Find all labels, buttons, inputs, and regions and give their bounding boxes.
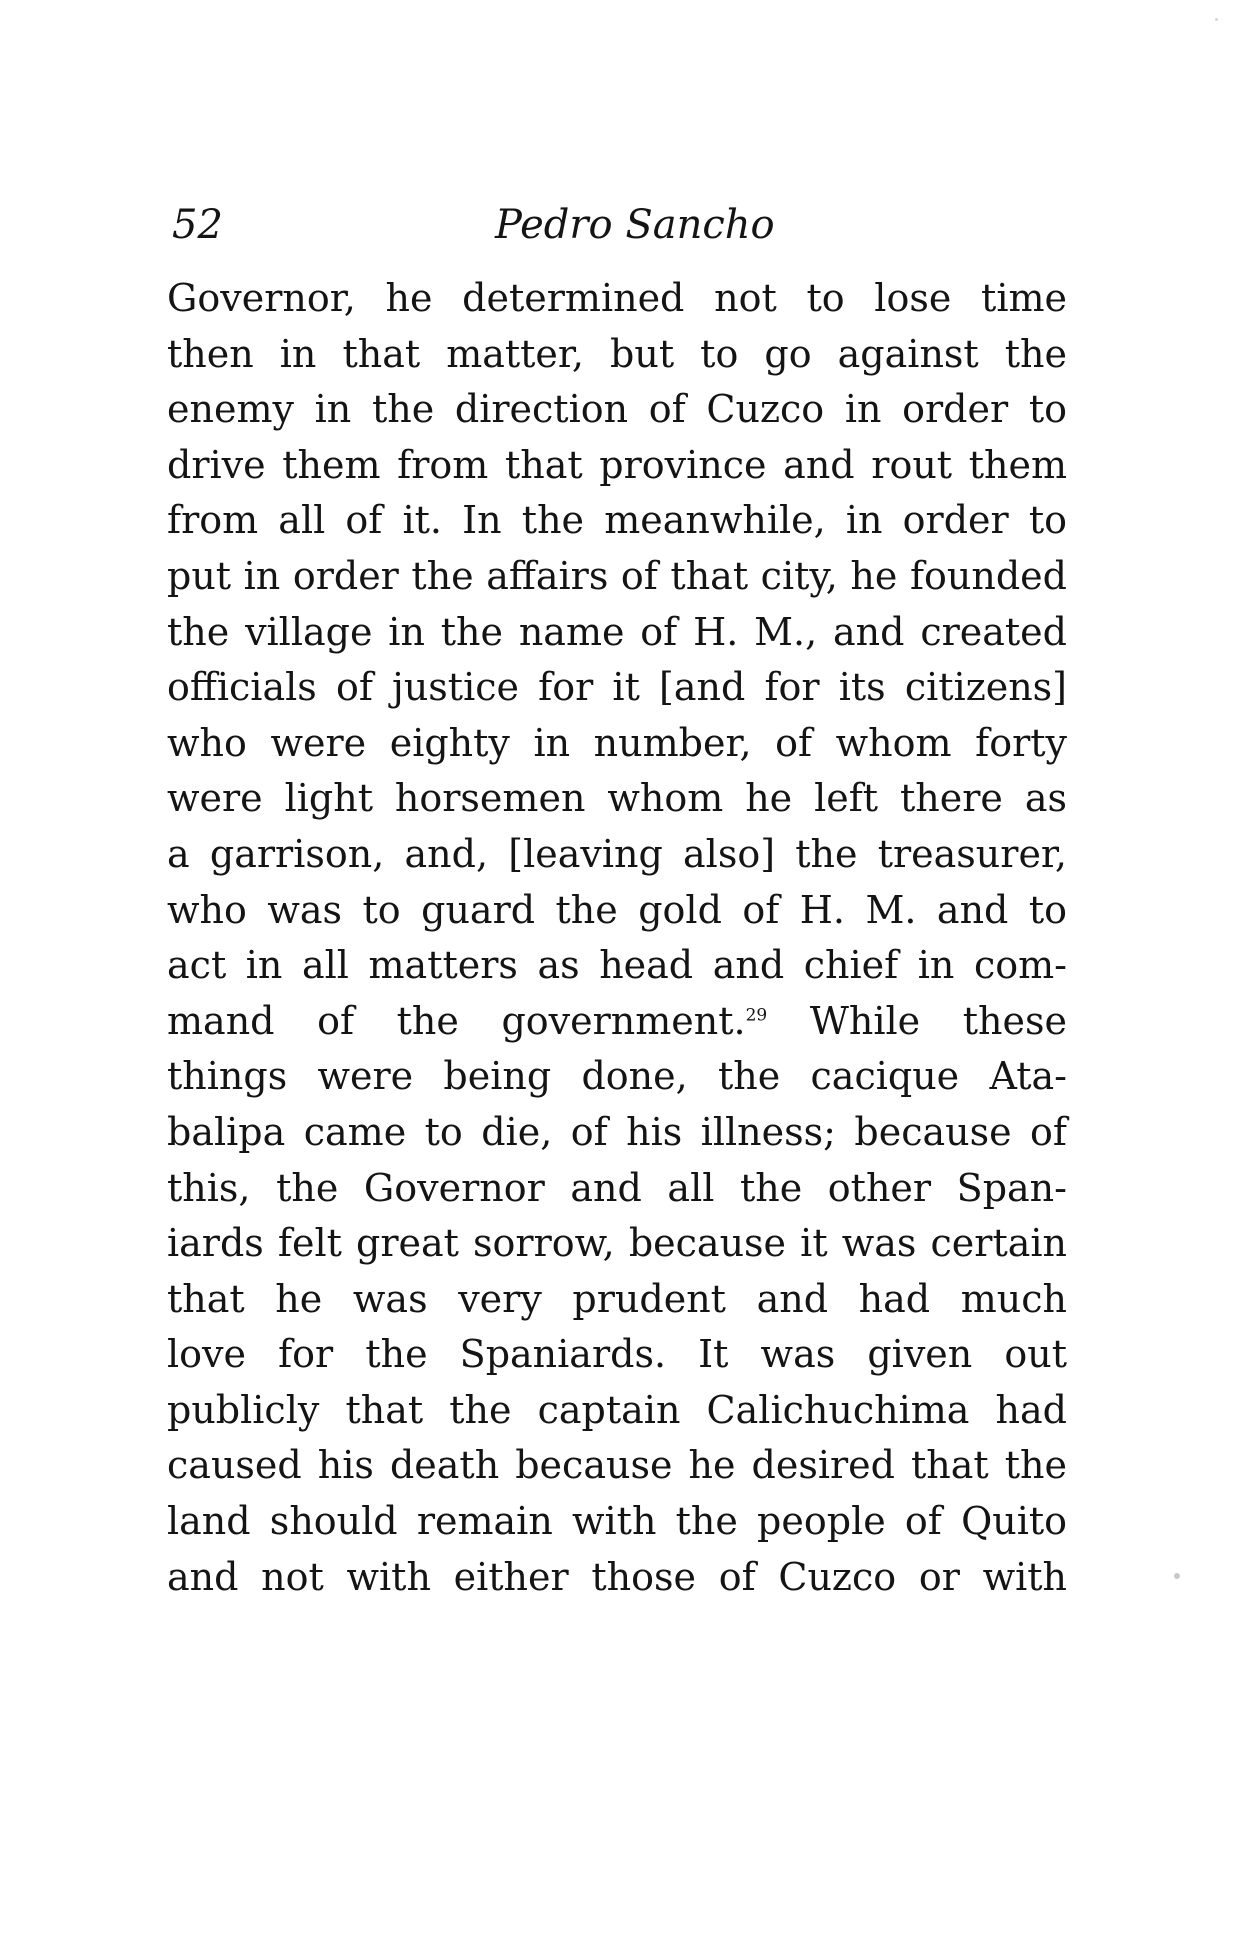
page-number: 52	[172, 202, 223, 248]
text-line: land should remain with the people of Quito	[167, 1499, 1067, 1544]
paper-speck	[1174, 1573, 1180, 1579]
footnote-marker[interactable]: 29	[745, 1005, 768, 1026]
text-line: the village in the name of H. M., and created	[167, 609, 1067, 654]
text-line: caused his death because he desired that the	[167, 1443, 1067, 1488]
text-line: Governor, he determined not to lose time	[167, 276, 1067, 320]
text-line: this, the Governor and all the other Span-	[167, 1165, 1067, 1210]
text-line: things were being done, the cacique Ata-	[167, 1054, 1067, 1099]
text-line: who was to guard the gold of H. M. and to	[167, 887, 1067, 932]
text-line: from all of it. In the meanwhile, in order to	[167, 498, 1067, 543]
text-line: that he was very prudent and had much	[167, 1276, 1067, 1321]
running-head	[172, 200, 1062, 250]
running-title: Pedro Sancho	[495, 202, 775, 248]
text-line: enemy in the direction of Cuzco in order to	[167, 387, 1067, 432]
text-line: act in all matters as head and chief in com-	[167, 943, 1067, 988]
text-line: drive them from that province and rout them	[167, 442, 1067, 487]
text-line: publicly that the captain Calichuchima had	[167, 1387, 1067, 1432]
text-line: love for the Spaniards. It was given out	[167, 1332, 1067, 1377]
text-line: officials of justice for it [and for its citizens]	[167, 665, 1067, 710]
text-line: put in order the affairs of that city, he founded	[167, 553, 1067, 598]
text-line: a garrison, and, [leaving also] the treasurer,	[167, 831, 1067, 876]
text-segment: While these	[809, 998, 1067, 1043]
paper-speck	[1215, 18, 1218, 21]
text-line: iards felt great sorrow, because it was certain	[167, 1221, 1067, 1266]
text-line-with-footnote	[167, 994, 1067, 1050]
body-text	[167, 271, 1067, 1605]
text-line: and not with either those of Cuzco or with	[167, 1554, 1067, 1599]
text-line: balipa came to die, of his illness; because of	[167, 1109, 1067, 1154]
text-line: who were eighty in number, of whom forty	[167, 720, 1067, 765]
text-line: were light horsemen whom he left there as	[167, 776, 1067, 821]
text-segment: mand of the government.	[167, 998, 746, 1043]
text-line: then in that matter, but to go against the	[167, 331, 1067, 376]
